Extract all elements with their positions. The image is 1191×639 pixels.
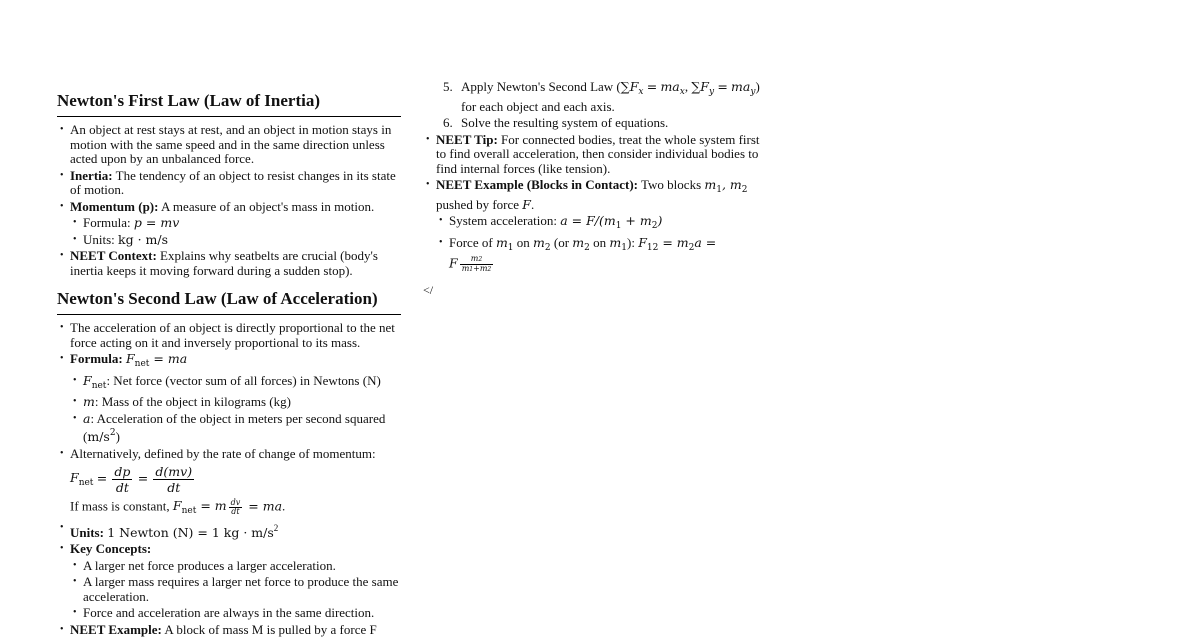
constant-mass-note: If mass is constant, $F_{net} = m$ $\frac{dv}{dt}$ = ma. [70, 498, 286, 517]
list-item: • Force of $m_1$ on $m_2$ (or $m_2$ on $m_1$): $F_{12} = m_2a$ = F $\frac{m2}{m1+m2}$ [436, 236, 768, 275]
list-item: • m: Mass of the object in kilograms (kg) [70, 395, 401, 410]
list-item: • NEET Context: Explains why seatbelts are crucial (body's inertia keeps it moving forward during a sudden stop). [57, 249, 401, 278]
closing-tag-fragment: </ [423, 283, 434, 297]
left-column [57, 90, 401, 639]
list-item: • Key Concepts: • A larger net force produces a larger acceleration. • A larger mass requires a larger net force to produce the same acceleration. • Force and acceleration are always in the same direction. [57, 542, 401, 621]
list-item: • a: Acceleration of the object in meters per second squared $(m/s^2)$ [70, 412, 401, 445]
first-law-heading: Newton's First Law (Law of Inertia) [57, 90, 401, 117]
list-item: • The acceleration of an object is directly proportional to the net force acting on it and inversely proportional to its mass. [57, 321, 401, 350]
steps-list [423, 80, 768, 131]
momentum-units: kg · m/s [118, 231, 169, 247]
momentum-formula: p = mv [133, 215, 180, 230]
list-item: • Force and acceleration are always in the same direction. [70, 606, 401, 621]
list-item: 5. Apply Newton's Second Law ($\sum F_x = ma_x$, $\sum F_y = ma_y$) for each object and each axis. [443, 79, 760, 114]
list-item: • Momentum (p): A measure of an object's mass in motion. • Formula: p = mv • Units: kg · m/s [57, 200, 401, 248]
list-item: • Units: kg · m/s [70, 233, 401, 248]
second-law-list [57, 321, 401, 637]
list-item: • A larger net force produces a larger acceleration. [70, 559, 401, 574]
list-item: • Units: 1 Newton (N) = 1 kg · $m/s^2$ [57, 521, 401, 541]
second-law-formula: $F_{net}$ = ma [125, 351, 188, 369]
right-column [423, 80, 768, 298]
right-bullets [423, 133, 768, 275]
list-item: • NEET Tip: For connected bodies, treat the whole system first to find overall acceleration, then consider individual bodies to find internal forces (like tension). [423, 133, 768, 177]
list-item: • NEET Example: A block of mass M is pulled by a force F [57, 623, 401, 638]
list-item: • Formula: $F_{net}$ = ma • $F_{net}$: Net force (vector sum of all forces) in Newtons (N) • m: Mass of the object in kilograms (kg) • a: Acceleration of the object in meters per second squared $(m/s^2)$ [57, 352, 401, 445]
momentum-derivative-equation: $F_{net}$ = $\frac{dp}{dt}$ = $\frac{d(mv)}{dt}$ [70, 464, 193, 495]
list-item: • Inertia: The tendency of an object to resist changes in its state of motion. [57, 169, 401, 198]
list-item: 6. Solve the resulting system of equations. [443, 115, 669, 130]
list-item: • System acceleration: $a = F/(m_1 + m_2)$ [436, 214, 768, 234]
list-item: • $F_{net}$: Net force (vector sum of all forces) in Newtons (N) [70, 374, 401, 394]
list-item: • Alternatively, defined by the rate of change of momentum: $F_{net}$ = $\frac{dp}{dt}$ = $\frac{d(mv)}{dt}$ If mass is constant, $F_{net} = m$ $\frac{dv}{dt}$ = ma. [57, 447, 401, 519]
first-law-list [57, 123, 401, 278]
list-item: • Formula: p = mv [70, 216, 401, 231]
list-item: • NEET Example (Blocks in Contact): Two blocks $m_1$, $m_2$ pushed by force F. • System acceleration: $a = F/(m_1 + m_2)$ • Force of $m_1$ on $m_2$ (or $m_2$ on $m_1$): $F_{12} = m_2a$ = F $\frac{m2}{m1+m2}$ [423, 178, 768, 274]
list-item: • An object at rest stays at rest, and an object in motion stays in motion with the same speed and in the same direction unless acted upon by an unbalanced force. [57, 123, 401, 167]
second-law-heading: Newton's Second Law (Law of Acceleration) [57, 288, 401, 315]
list-item: • A larger mass requires a larger net force to produce the same acceleration. [70, 575, 401, 604]
